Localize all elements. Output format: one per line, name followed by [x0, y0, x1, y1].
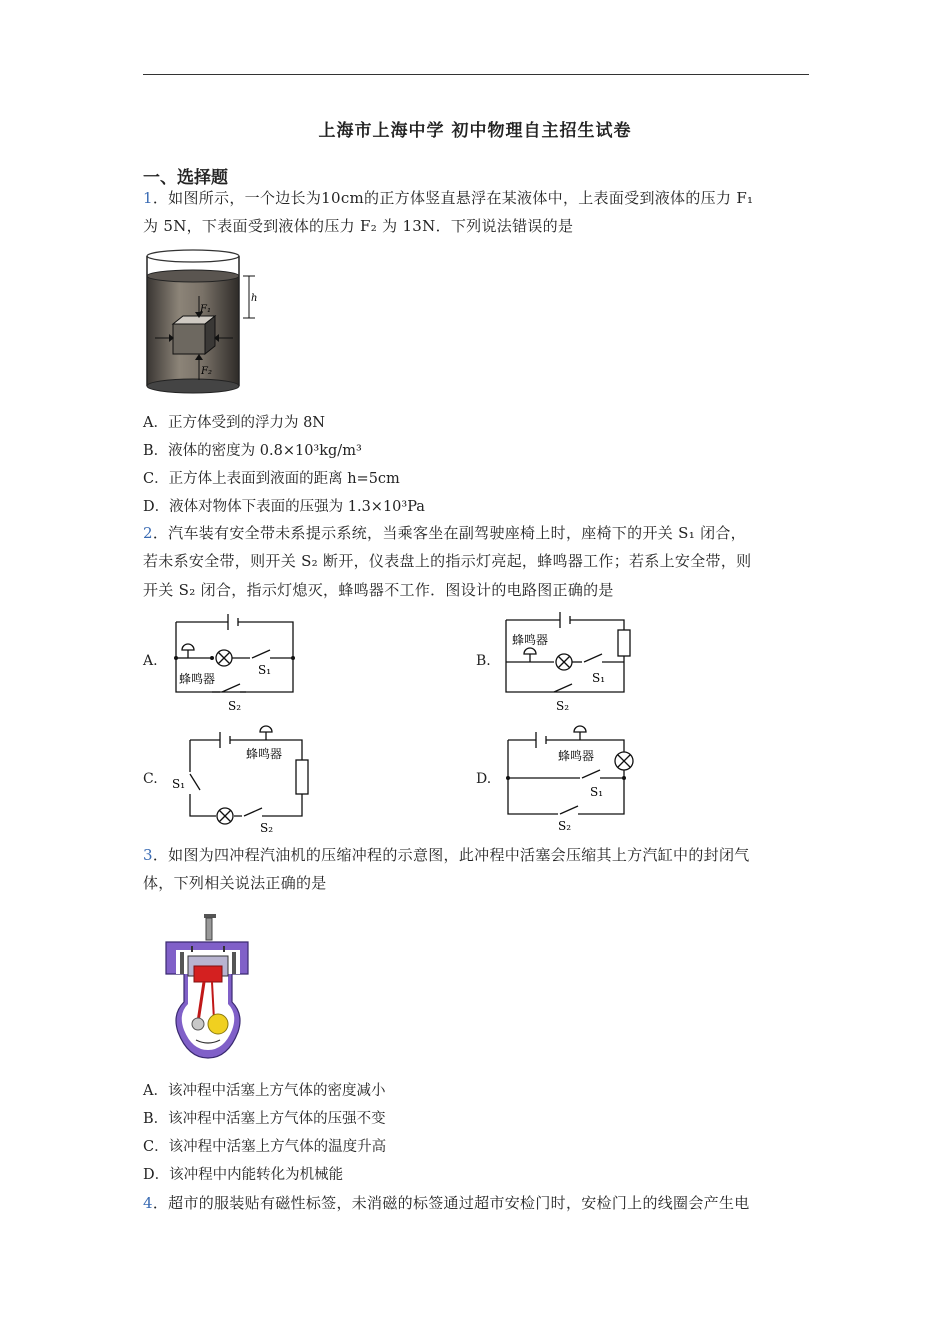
circuit-b-diagram: [500, 606, 640, 716]
section-heading: 一、选择题: [143, 168, 228, 188]
q4-number: 4: [143, 1194, 153, 1212]
q4-text-1: ．超市的服装贴有磁性标签，未消磁的标签通过超市安检门时，安检门上的线圈会产生电: [152, 1194, 750, 1212]
q1-option-b[interactable]: B．液体的密度为 0.8×10³kg/m³: [143, 443, 362, 459]
q1-text-1: ．如图所示，一个边长为10cm的正方体竖直悬浮在某液体中，上表面受到液体的压力 F₁: [152, 189, 754, 207]
f2-label: F₂: [201, 366, 212, 377]
q3-line-2: 体，下列相关说法正确的是: [143, 874, 327, 892]
q1-option-d[interactable]: D．液体对物体下表面的压强为 1.3×10³Pa: [143, 499, 425, 515]
s1-label-a: S₁: [258, 663, 272, 677]
circuit-a-label[interactable]: A.: [143, 653, 158, 669]
q3-line-1: [143, 845, 750, 865]
q2-line-3: 开关 S₂ 闭合，指示灯熄灭，蜂鸣器不工作．图设计的电路图正确的是: [143, 581, 614, 599]
q3-text-1: ．如图为四冲程汽油机的压缩冲程的示意图，此冲程中活塞会压缩其上方汽缸中的封闭气: [152, 846, 750, 864]
q2-text-1: ．汽车装有安全带未系提示系统，当乘客坐在副驾驶座椅上时，座椅下的开关 S₁ 闭合，: [152, 524, 746, 542]
circuit-c-diagram: [168, 722, 313, 834]
circuit-a-diagram: [168, 608, 298, 716]
h-label: h: [251, 293, 258, 304]
header-rule: [143, 74, 809, 75]
q1-option-c[interactable]: C．正方体上表面到液面的距离 h=5cm: [143, 471, 400, 487]
q2-line-2: 若未系安全带，则开关 S₂ 断开，仪表盘上的指示灯亮起，蜂鸣器工作；若系上安全带，则: [143, 552, 752, 570]
s1-label-c: S₁: [172, 777, 186, 791]
f1-label: F₁: [200, 304, 211, 315]
q1-line-2: 为 5N，下表面受到液体的压力 F₂ 为 13N．下列说法错误的是: [143, 217, 574, 235]
q2-number: 2: [143, 524, 153, 542]
buzzer-label-c: 蜂鸣器: [246, 747, 283, 761]
s1-label-d: S₁: [590, 785, 604, 799]
q3-option-b[interactable]: B．该冲程中活塞上方气体的压强不变: [143, 1111, 386, 1127]
q1-option-a[interactable]: A．正方体受到的浮力为 8N: [143, 415, 325, 431]
q2-line-1: [143, 523, 746, 543]
circuit-c-label[interactable]: C.: [143, 771, 158, 787]
s2-label-a: S₂: [228, 699, 242, 713]
buzzer-label-d: 蜂鸣器: [558, 749, 595, 763]
q3-option-c[interactable]: C．该冲程中活塞上方气体的温度升高: [143, 1139, 387, 1155]
q4-line-1: [143, 1193, 750, 1213]
circuit-d-label[interactable]: D.: [476, 771, 492, 787]
q1-line-1: [143, 188, 753, 208]
q3-option-a[interactable]: A．该冲程中活塞上方气体的密度减小: [143, 1083, 386, 1099]
s2-label-b: S₂: [556, 699, 570, 713]
q3-option-d[interactable]: D．该冲程中内能转化为机械能: [143, 1167, 344, 1183]
buzzer-label-a: 蜂鸣器: [179, 672, 216, 686]
s2-label-d: S₂: [558, 819, 572, 833]
q3-engine-figure: [158, 912, 258, 1064]
q1-number: 1: [143, 189, 153, 207]
s1-label-b: S₁: [592, 671, 606, 685]
circuit-b-label[interactable]: B.: [476, 653, 491, 669]
s2-label-c: S₂: [260, 821, 274, 834]
q1-cylinder-figure: [143, 246, 263, 398]
buzzer-label-b: 蜂鸣器: [512, 633, 549, 647]
circuit-d-diagram: [500, 722, 645, 834]
q3-number: 3: [143, 846, 153, 864]
page-title: 上海市上海中学 初中物理自主招生试卷: [318, 121, 632, 141]
